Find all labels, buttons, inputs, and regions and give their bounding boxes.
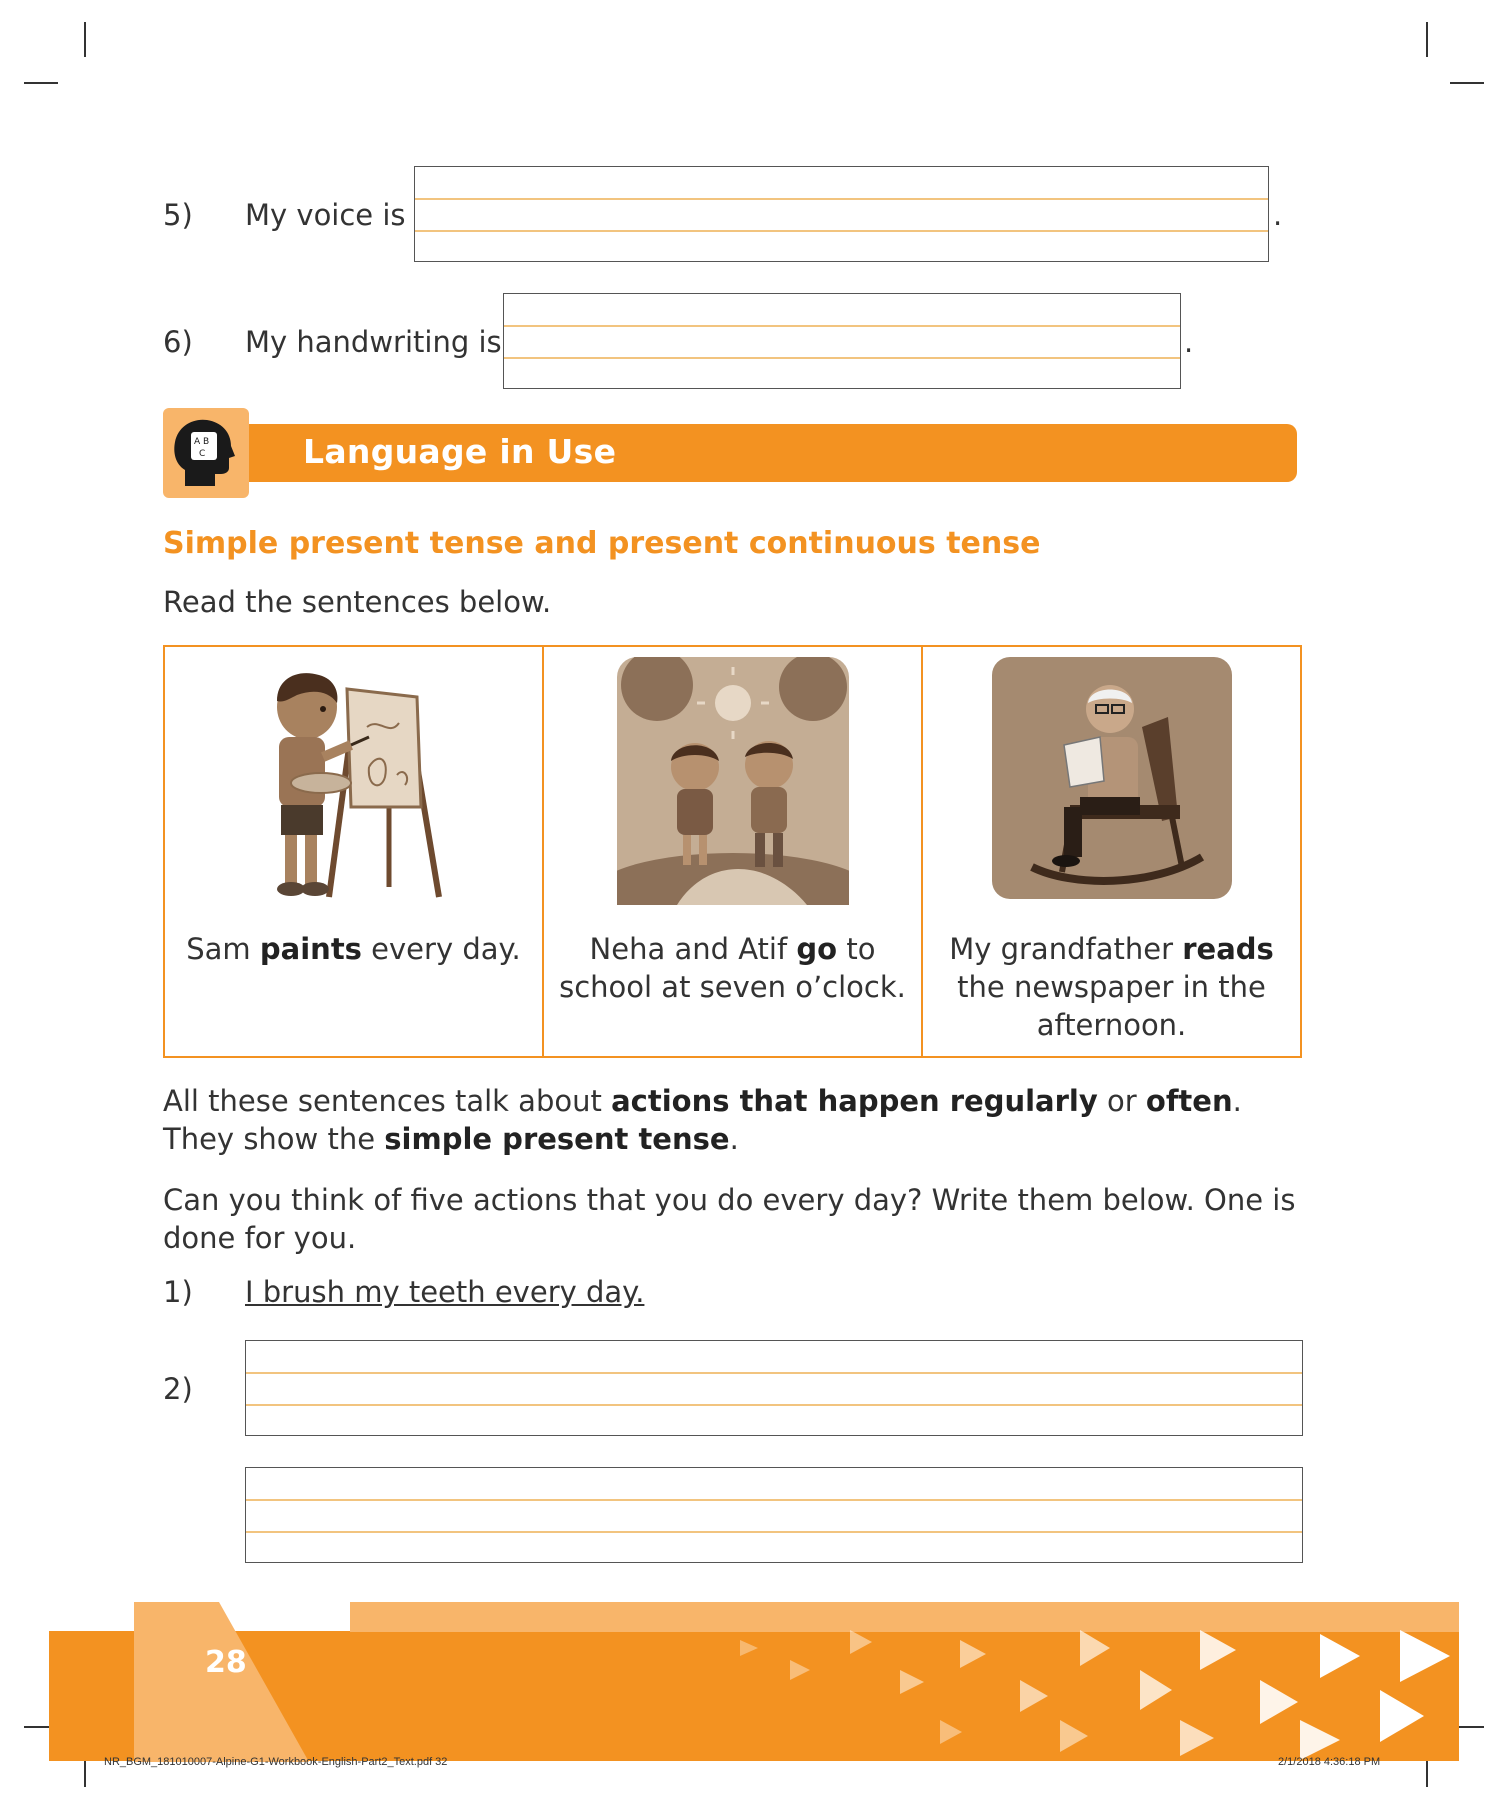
caption-verb: reads [1182, 932, 1274, 966]
picture-caption [933, 930, 1290, 1044]
sentence-period: . [1184, 325, 1194, 359]
caption-text: Neha and Atif [589, 932, 797, 966]
children-walking-to-school-illustration [617, 657, 849, 905]
svg-text:A B: A B [194, 437, 210, 447]
question-number: 6) [163, 325, 193, 359]
explanation-text: All these sentences talk about [163, 1084, 612, 1118]
lesson-subheading: Simple present tense and present continuous tense [163, 526, 1041, 561]
picture-caption [175, 930, 532, 968]
writing-box-q6[interactable] [503, 293, 1181, 389]
picture-cell [542, 647, 921, 1056]
head-thinking-icon [163, 408, 249, 498]
question-number: 5) [163, 198, 193, 232]
page-number: 28 [205, 1645, 247, 1680]
explanation-emphasis: simple present tense [384, 1122, 730, 1156]
crop-mark [1426, 22, 1428, 57]
grandfather-reading-newspaper-illustration [992, 657, 1232, 899]
caption-text: My grandfather [949, 932, 1183, 966]
svg-text:C: C [199, 449, 206, 459]
caption-verb: paints [259, 932, 362, 966]
crop-mark [1450, 82, 1484, 84]
page-number-tab [49, 1602, 309, 1762]
caption-text: to school at seven o’clock. [559, 932, 906, 1004]
question-text: My voice is [245, 198, 406, 232]
print-slug-filename: NR_BGM_181010007-Alpine-G1-Workbook-English-Part2_Text.pdf 32 [104, 1756, 448, 1768]
caption-verb: go [796, 932, 838, 966]
writing-box-q5[interactable] [414, 166, 1269, 262]
explanation-emphasis: actions that happen regularly [611, 1084, 1098, 1118]
question-text: My handwriting is [245, 325, 502, 359]
writing-box-answer-3[interactable] [245, 1467, 1303, 1563]
section-title: Language in Use [303, 432, 617, 471]
triangle-pattern-decoration [700, 1620, 1459, 1760]
instruction-text: Read the sentences below. [163, 585, 552, 619]
caption-text: the newspaper in the afternoon. [957, 970, 1266, 1042]
caption-text: every day. [361, 932, 521, 966]
picture-caption [554, 930, 911, 1006]
answer-number: 1) [163, 1275, 193, 1309]
explanation-text: . [729, 1122, 739, 1156]
picture-cell [165, 647, 542, 1056]
explanation-text: . They show the [163, 1084, 1242, 1156]
writing-box-answer-2[interactable] [245, 1340, 1303, 1436]
print-slug-timestamp: 2/1/2018 4:36:18 PM [1278, 1756, 1381, 1768]
task-instruction: Can you think of five actions that you do every day? Write them below. One is done for you. [163, 1183, 1296, 1255]
answer-number: 2) [163, 1372, 193, 1406]
crop-mark [24, 82, 58, 84]
picture-table [163, 645, 1302, 1058]
sentence-period: . [1273, 198, 1283, 232]
crop-mark [84, 22, 86, 57]
explanation-paragraph [163, 1082, 1313, 1158]
picture-cell [921, 647, 1300, 1056]
caption-text: Sam [186, 932, 260, 966]
example-answer: I brush my teeth every day. [245, 1275, 645, 1309]
explanation-emphasis: often [1145, 1084, 1233, 1118]
explanation-text: or [1097, 1084, 1146, 1118]
boy-painting-illustration [239, 657, 469, 917]
section-icon-box [163, 408, 249, 498]
